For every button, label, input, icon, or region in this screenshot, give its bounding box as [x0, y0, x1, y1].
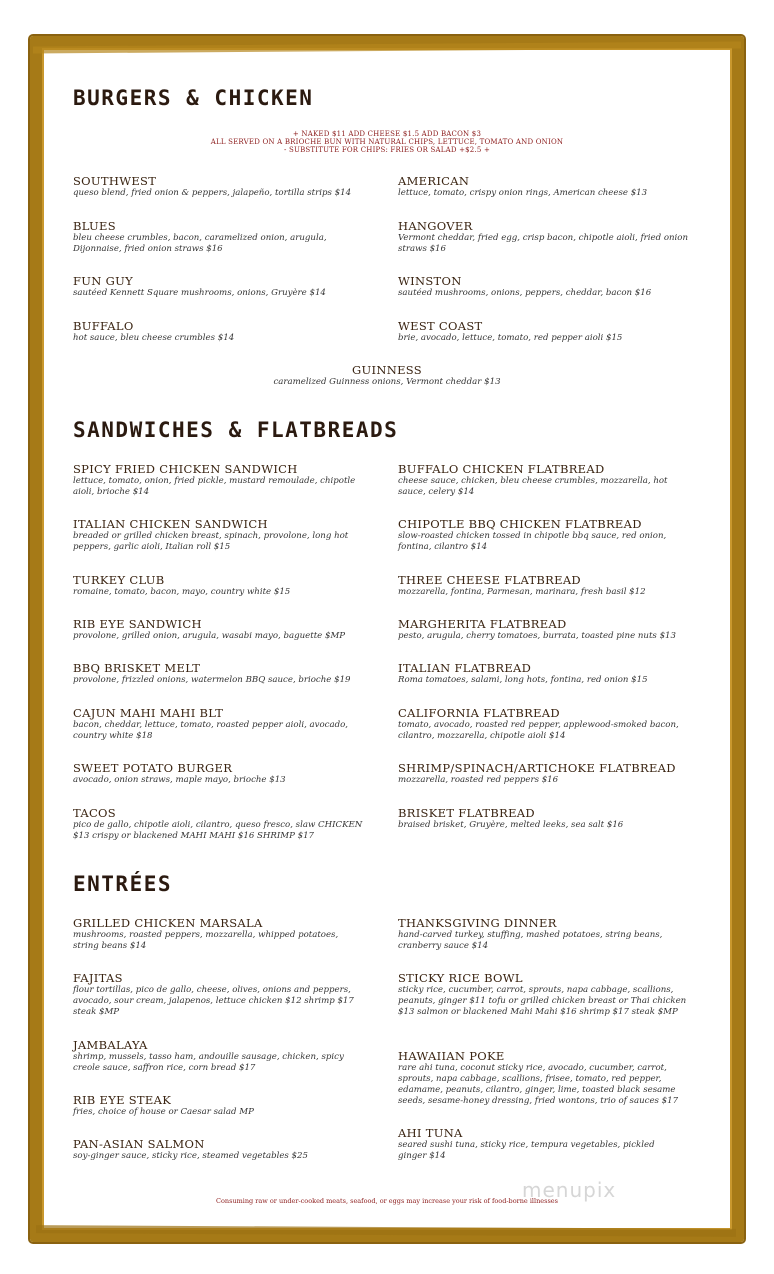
item-desc: pico de gallo, chipotle aioli, cilantro, queso fresco, slaw CHICKEN $13 crispy or blackened MAHI MAHI $16 SHRIMP $17	[73, 820, 363, 841]
entrees-section-title: ENTRÉES	[73, 872, 173, 896]
menu-item-sticky-rice-bowl	[398, 972, 690, 1018]
item-desc: sautéed Kennett Square mushrooms, onions, Gruyère $14	[73, 288, 326, 298]
item-name: CALIFORNIA FLATBREAD	[398, 706, 560, 720]
item-desc: Roma tomatoes, salami, long hots, fontina, red onion $15	[398, 675, 648, 685]
item-desc: bacon, cheddar, lettuce, tomato, roasted pepper aioli, avocado, country white $18	[73, 720, 349, 741]
menu-item-buffalo-chicken-flatbread	[398, 463, 688, 498]
menu-item-buffalo	[73, 320, 373, 344]
item-name: PAN-ASIAN SALMON	[73, 1137, 205, 1151]
item-name: AHI TUNA	[398, 1126, 463, 1140]
item-desc: seared sushi tuna, sticky rice, tempura vegetables, pickled ginger $14	[398, 1140, 655, 1161]
item-desc: lettuce, tomato, onion, fried pickle, mustard remoulade, chipotle aioli, brioche $14	[73, 476, 356, 497]
item-desc: provolone, frizzled onions, watermelon BBQ sauce, brioche $19	[73, 675, 351, 685]
menu-item-fajitas	[73, 972, 365, 1018]
item-desc: hand-carved turkey, stuffing, mashed potatoes, string beans, cranberry sauce $14	[398, 930, 663, 951]
item-name: BBQ BRISKET MELT	[73, 661, 201, 675]
item-desc: rare ahi tuna, coconut sticky rice, avocado, cucumber, carrot, sprouts, napa cabbage, scallions, frisee, tomato, red pepper, edamame, peanuts, cilantro, ginger, lime, toasted black sesame seeds, sesame-honey dressing, fried wontons, trio of sauces $17	[398, 1063, 679, 1106]
item-name: BUFFALO CHICKEN FLATBREAD	[398, 462, 605, 476]
menu-item-rib-eye-sandwich	[73, 618, 373, 642]
item-name: ITALIAN CHICKEN SANDWICH	[73, 517, 268, 531]
item-name: TURKEY CLUB	[73, 573, 165, 587]
menu-item-guinness	[187, 364, 587, 388]
menu-item-margherita-flatbread	[398, 618, 698, 642]
item-desc: caramelized Guinness onions, Vermont cheddar $13	[273, 377, 501, 387]
item-desc: braised brisket, Gruyère, melted leeks, sea salt $16	[398, 820, 624, 830]
menu-item-chipotle-bbq-flatbread	[398, 518, 688, 553]
menu-item-shrimp-spinach-artichoke-flatbread	[398, 762, 708, 786]
menu-item-ahi-tuna	[398, 1127, 683, 1162]
item-name: BRISKET FLATBREAD	[398, 806, 535, 820]
item-desc: shrimp, mussels, tasso ham, andouille sausage, chicken, spicy creole sauce, saffron rice, corn bread $17	[73, 1052, 344, 1073]
burgers-section-title: BURGERS & CHICKEN	[73, 86, 314, 110]
item-name: JAMBALAYA	[73, 1038, 148, 1052]
menu-item-italian-flatbread	[398, 662, 698, 686]
menu-item-jambalaya	[73, 1039, 363, 1074]
item-name: SOUTHWEST	[73, 174, 157, 188]
menu-item-thanksgiving-dinner	[398, 917, 688, 952]
item-name: BUFFALO	[73, 319, 134, 333]
item-name: SHRIMP/SPINACH/ARTICHOKE FLATBREAD	[398, 761, 676, 775]
item-name: HAWAIIAN POKE	[398, 1049, 505, 1063]
item-desc: fries, choice of house or Caesar salad MP	[73, 1107, 254, 1117]
burgers-note-substitute: - SUBSTITUTE FOR CHIPS: FRIES OR SALAD +$2.5 +	[283, 146, 491, 154]
menu-item-spicy-fried-chicken	[73, 463, 373, 498]
item-desc: sticky rice, cucumber, carrot, sprouts, napa cabbage, scallions, peanuts, ginger $11 tofu or grilled chicken breast or Thai chicken $13 salmon or blackened Mahi Mahi $16 shrimp $17 steak $MP	[398, 985, 687, 1017]
menu-item-fun-guy	[73, 275, 373, 299]
item-desc: Vermont cheddar, fried egg, crisp bacon, chipotle aioli, fried onion straws $16	[398, 233, 688, 254]
item-desc: mozzarella, fontina, Parmesan, marinara, fresh basil $12	[398, 587, 646, 597]
item-name: HANGOVER	[398, 219, 473, 233]
item-name: SPICY FRIED CHICKEN SANDWICH	[73, 462, 298, 476]
sandwiches-section-title: SANDWICHES & FLATBREADS	[73, 418, 399, 442]
item-name: STICKY RICE BOWL	[398, 971, 523, 985]
menu-item-italian-chicken-sandwich	[73, 518, 373, 553]
item-name: WINSTON	[398, 274, 462, 288]
menu-item-sweet-potato-burger	[73, 762, 373, 786]
menu-item-american	[398, 175, 698, 199]
item-desc: hot sauce, bleu cheese crumbles $14	[73, 333, 235, 343]
menu-item-rib-eye-steak	[73, 1094, 373, 1118]
item-name: ITALIAN FLATBREAD	[398, 661, 532, 675]
menu-item-three-cheese-flatbread	[398, 574, 698, 598]
menu-item-hawaiian-poke	[398, 1050, 693, 1107]
item-desc: provolone, grilled onion, arugula, wasabi mayo, baguette $MP	[73, 631, 346, 641]
food-safety-disclaimer: Consuming raw or under-cooked meats, seafood, or eggs may increase your risk of food-borne illnesses	[216, 1197, 558, 1205]
menu-item-california-flatbread	[398, 707, 698, 742]
menu-item-blues	[73, 220, 358, 255]
item-desc: brie, avocado, lettuce, tomato, red pepper aioli $15	[398, 333, 623, 343]
item-desc: avocado, onion straws, maple mayo, brioche $13	[73, 775, 286, 785]
item-name: MARGHERITA FLATBREAD	[398, 617, 567, 631]
menu-item-turkey-club	[73, 574, 373, 598]
item-desc: pesto, arugula, cherry tomatoes, burrata, toasted pine nuts $13	[398, 631, 676, 641]
item-desc: romaine, tomato, bacon, mayo, country white $15	[73, 587, 291, 597]
item-name: TACOS	[73, 806, 116, 820]
menu-item-brisket-flatbread	[398, 807, 698, 831]
menu-item-winston	[398, 275, 698, 299]
menu-item-bbq-brisket-melt	[73, 662, 378, 686]
menupix-watermark: menupix	[522, 1178, 617, 1202]
item-desc: mozzarella, roasted red peppers $16	[398, 775, 559, 785]
item-desc: soy-ginger sauce, sticky rice, steamed vegetables $25	[73, 1151, 308, 1161]
item-name: FAJITAS	[73, 971, 123, 985]
item-desc: mushrooms, roasted peppers, mozzarella, whipped potatoes, string beans $14	[73, 930, 339, 951]
item-name: GUINNESS	[352, 363, 422, 377]
item-name: RIB EYE SANDWICH	[73, 617, 202, 631]
item-desc: sautéed mushrooms, onions, peppers, cheddar, bacon $16	[398, 288, 652, 298]
item-name: AMERICAN	[398, 174, 470, 188]
item-name: THANKSGIVING DINNER	[398, 916, 557, 930]
menu-item-cajun-mahi-blt	[73, 707, 373, 742]
item-desc: flour tortillas, pico de gallo, cheese, olives, onions and peppers, avocado, sour cream, jalapenos, lettuce chicken $12 shrimp $17 steak $MP	[73, 985, 354, 1017]
item-name: BLUES	[73, 219, 116, 233]
item-name: GRILLED CHICKEN MARSALA	[73, 916, 263, 930]
item-name: FUN GUY	[73, 274, 133, 288]
item-name: SWEET POTATO BURGER	[73, 761, 233, 775]
burgers-note-served: ALL SERVED ON A BRIOCHE BUN WITH NATURAL CHIPS, LETTUCE, TOMATO AND ONION	[210, 138, 564, 146]
menu-item-west-coast	[398, 320, 698, 344]
item-desc: cheese sauce, chicken, bleu cheese crumbles, mozzarella, hot sauce, celery $14	[398, 476, 668, 497]
item-desc: queso blend, fried onion & peppers, jalapeño, tortilla strips $14	[73, 188, 352, 198]
menu-item-pan-asian-salmon	[73, 1138, 373, 1162]
item-desc: slow-roasted chicken tossed in chipotle bbq sauce, red onion, fontina, cilantro $14	[398, 531, 667, 552]
item-desc: breaded or grilled chicken breast, spinach, provolone, long hot peppers, garlic aioli, Italian roll $15	[73, 531, 349, 552]
item-desc: bleu cheese crumbles, bacon, caramelized onion, arugula, Dijonnaise, fried onion straws $16	[73, 233, 327, 254]
menu-item-southwest	[73, 175, 378, 199]
item-name: RIB EYE STEAK	[73, 1093, 172, 1107]
item-name: THREE CHEESE FLATBREAD	[398, 573, 581, 587]
menu-item-tacos	[73, 807, 373, 842]
item-desc: tomato, avocado, roasted red pepper, applewood-smoked bacon, cilantro, mozzarella, chipotle aioli $14	[398, 720, 679, 741]
burgers-note-addons: + NAKED $11 ADD CHEESE $1.5 ADD BACON $3	[292, 130, 482, 138]
item-desc: lettuce, tomato, crispy onion rings, American cheese $13	[398, 188, 648, 198]
item-name: WEST COAST	[398, 319, 483, 333]
menu-item-hangover	[398, 220, 688, 255]
item-name: CHIPOTLE BBQ CHICKEN FLATBREAD	[398, 517, 642, 531]
item-name: CAJUN MAHI MAHI BLT	[73, 706, 224, 720]
menu-item-chicken-marsala	[73, 917, 363, 952]
